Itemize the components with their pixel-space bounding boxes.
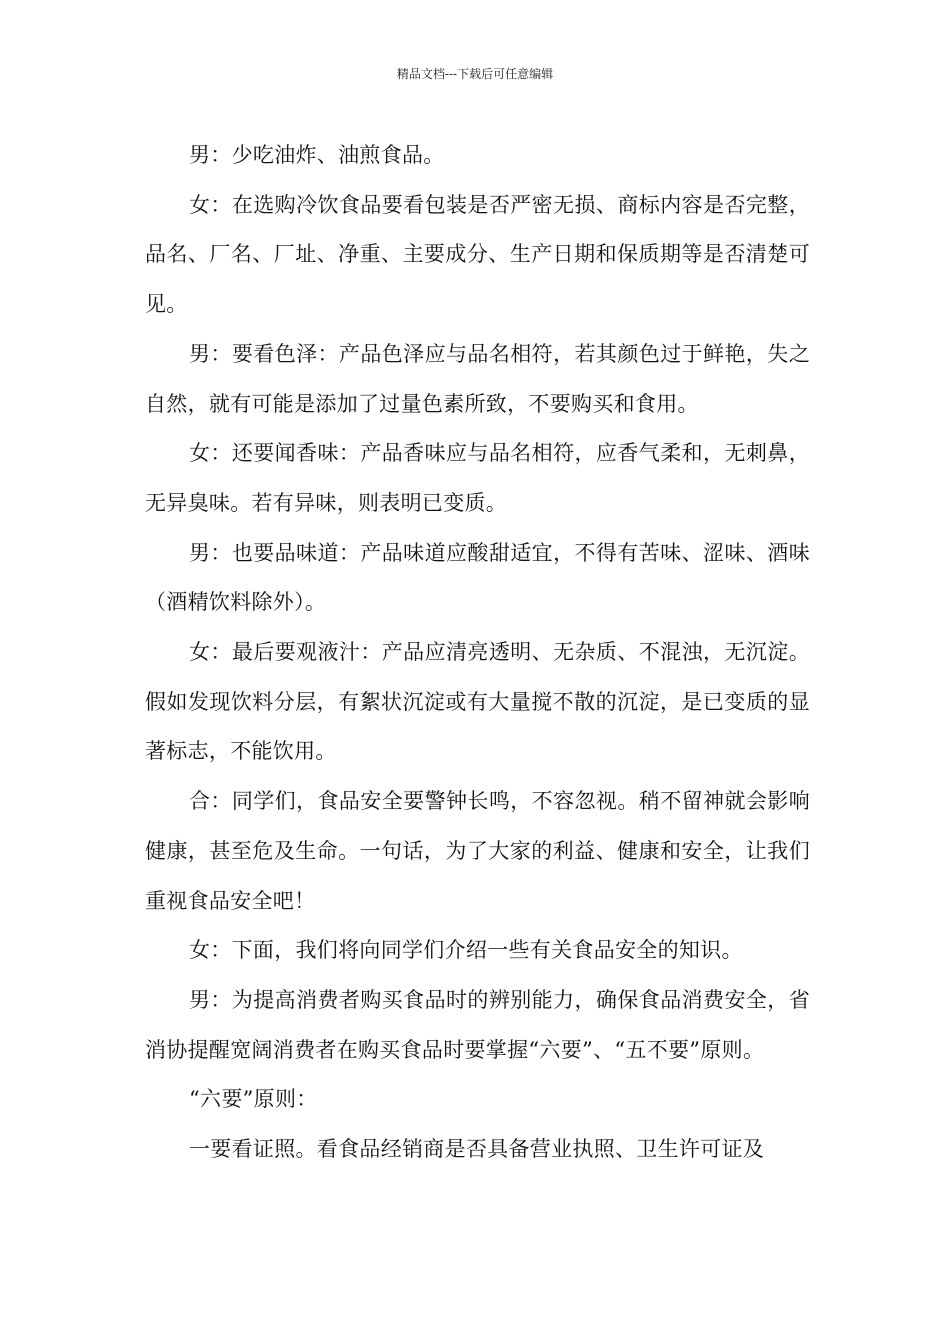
document-body bbox=[145, 131, 810, 1175]
paragraph: “六要”原则： bbox=[189, 1087, 318, 1112]
paragraph: 一要看证照。看食品经销商是否具备营业执照、卫生许可证及 bbox=[189, 1137, 765, 1162]
paragraph: 女：下面，我们将向同学们介绍一些有关食品安全的知识。 bbox=[189, 938, 743, 963]
paragraph: 男：少吃油炸、油煎食品。 bbox=[189, 143, 445, 167]
paragraph: 男：要看色泽：产品色泽应与品名相符，若其颜色过于鲜艳，失之自然，就有可能是添加了过量色素所致，不要购买和食用。 bbox=[145, 341, 810, 416]
page-header: 精品文档---下载后可任意编辑 bbox=[396, 67, 554, 81]
paragraph: 女：在选购冷饮食品要看包装是否严密无损、商标内容是否完整，品名、厂名、厂址、净重、主要成分、生产日期和保质期等是否清楚可见。 bbox=[145, 192, 810, 317]
paragraph: 女：还要闻香味：产品香味应与品名相符，应香气柔和，无刺鼻，无异臭味。若有异味，则表明已变质。 bbox=[145, 441, 810, 515]
paragraph: 男：也要品味道：产品味道应酸甜适宜，不得有苦味、涩味、酒味（酒精饮料除外）。 bbox=[145, 540, 810, 615]
paragraph: 男：为提高消费者购买食品时的辨别能力，确保食品消费安全，省消协提醒宽阔消费者在购买食品时要掌握“六要”、“五不要”原则。 bbox=[145, 987, 810, 1062]
paragraph: 女：最后要观液汁：产品应清亮透明、无杂质、不混浊，无沉淀。假如发现饮料分层，有絮状沉淀或有大量搅不散的沉淀，是已变质的显著标志，不能饮用。 bbox=[145, 640, 810, 764]
paragraph: 合：同学们，食品安全要警钟长鸣，不容忽视。稍不留神就会影响健康，甚至危及生命。一句话，为了大家的利益、健康和安全，让我们重视食品安全吧！ bbox=[145, 789, 810, 913]
